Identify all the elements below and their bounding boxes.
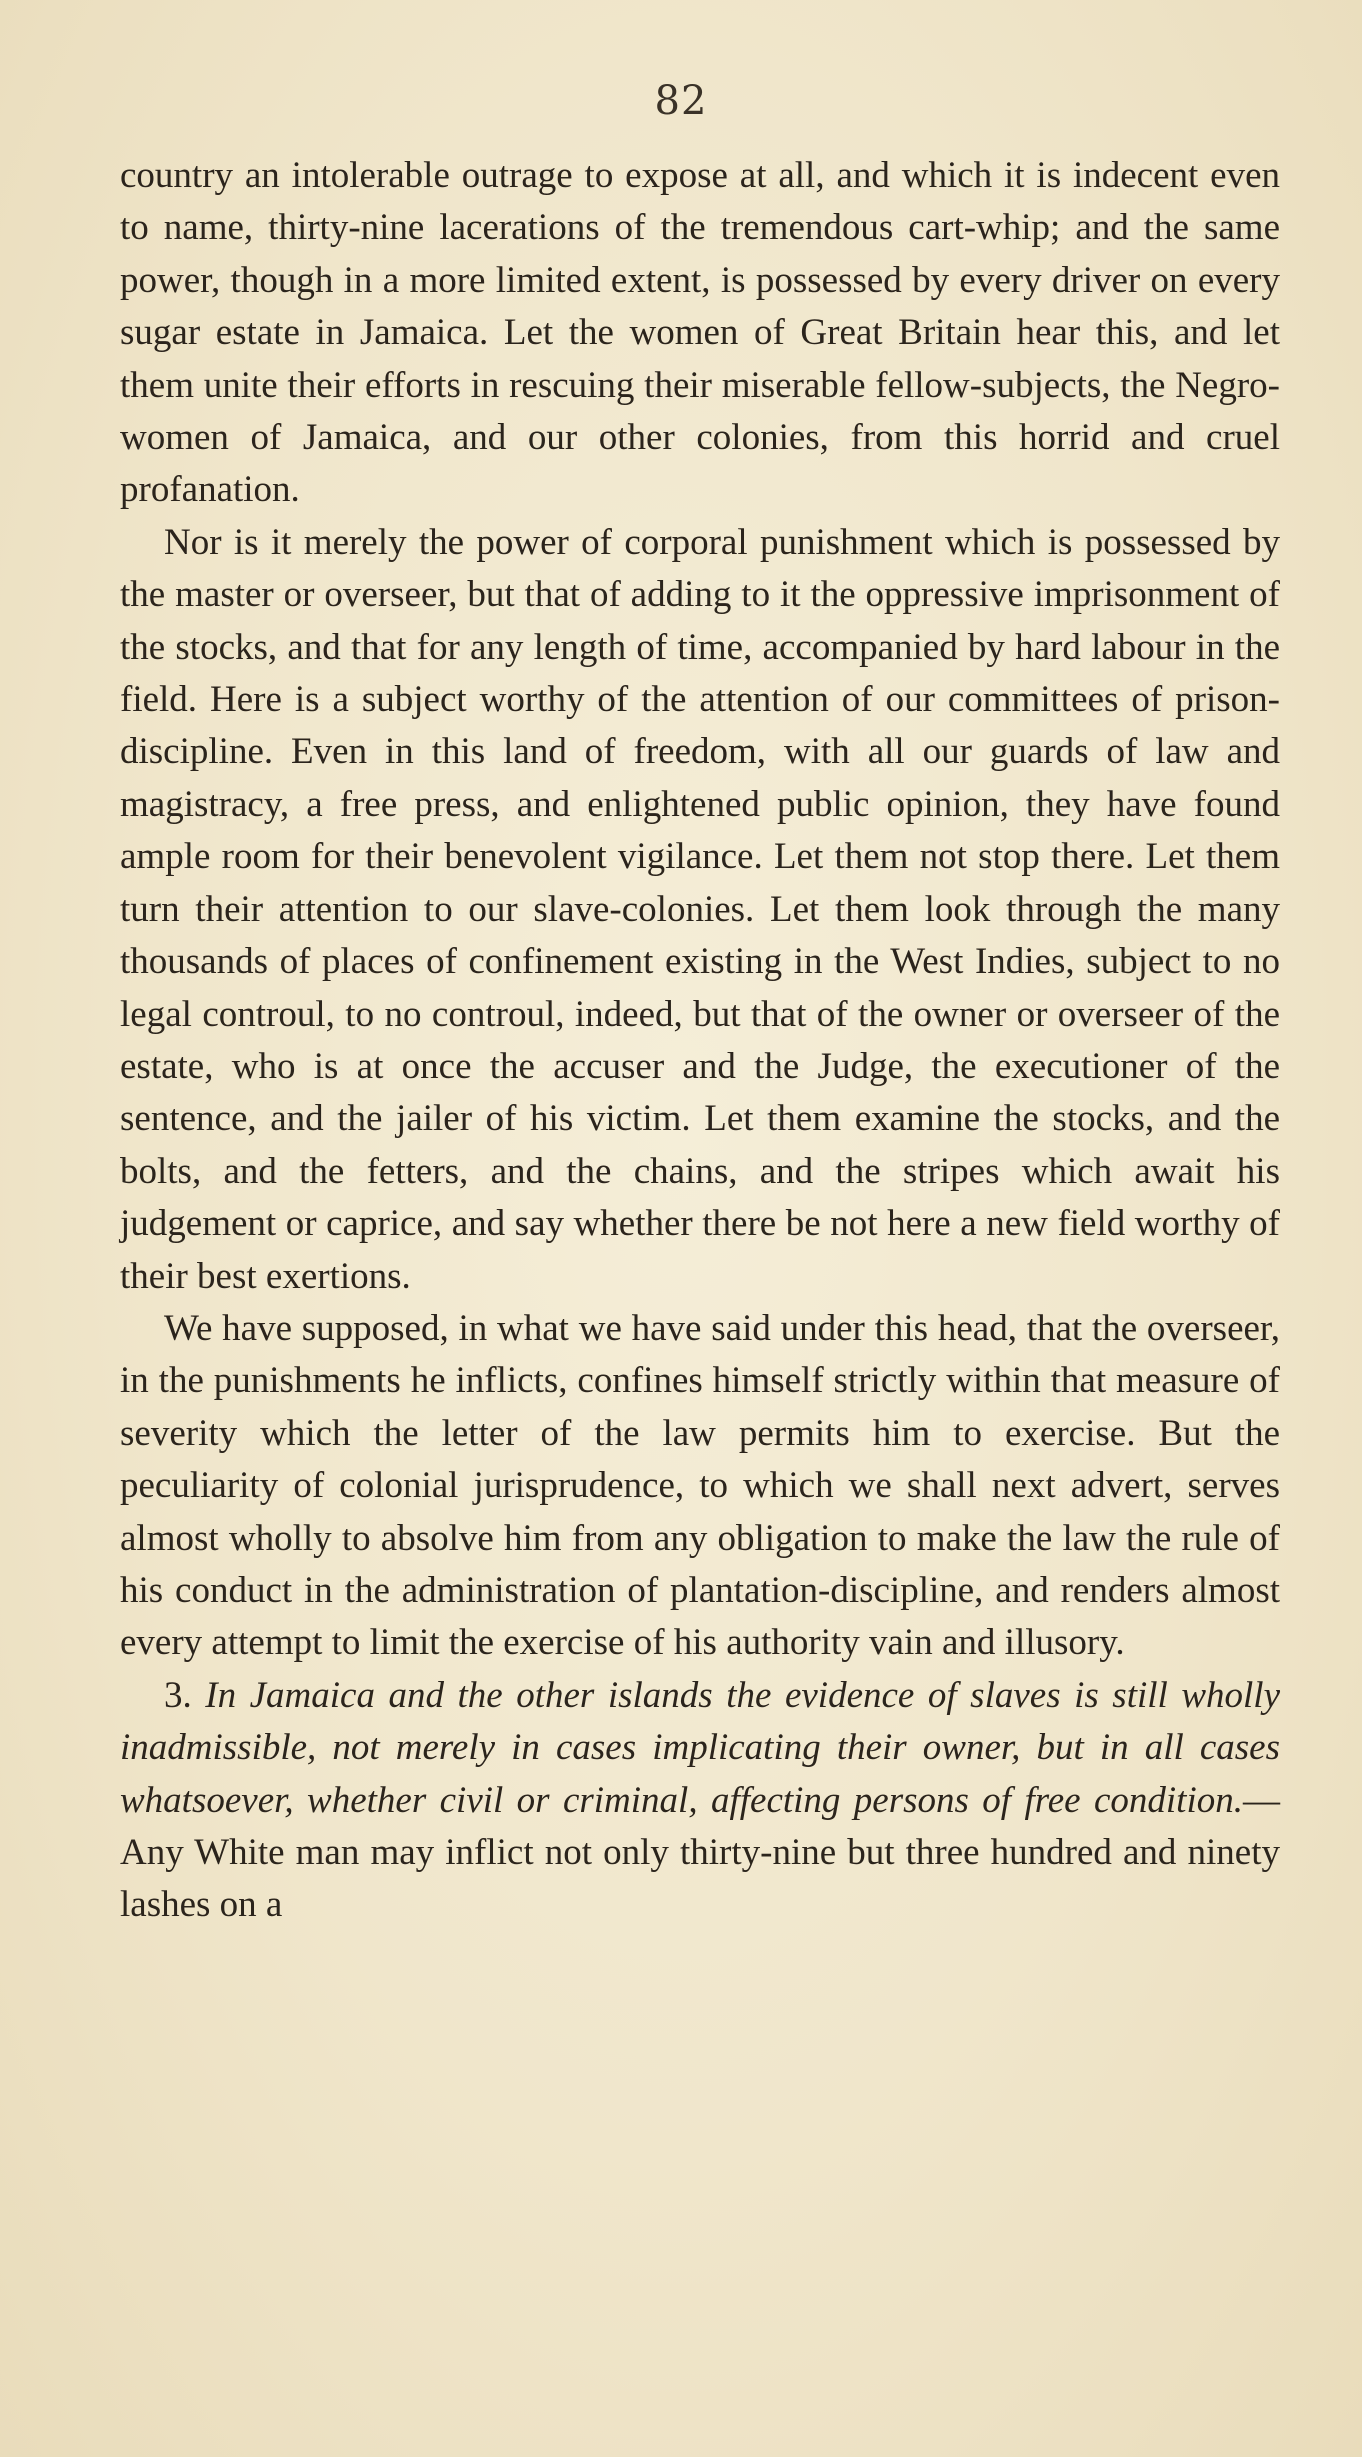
paragraph-3: We have supposed, in what we have said under this head, that the overseer, in the punishments he inflicts, confines himself strictly within that measure of severity which the letter of the law permits him to exercise. But the peculiarity of colonial jurisprudence, to which we shall next advert, serves almost wholly to absolve him from any obligation to make the law the rule of his conduct in the administration of plantation-discipline, and renders almost every attempt to limit the exercise of his authority vain and illusory. (120, 1307, 1280, 1664)
section-number: 3. (164, 1674, 192, 1716)
body-text (120, 150, 1280, 1932)
page-number: 82 (654, 78, 708, 124)
italic-heading: In Jamaica and the other islands the evidence of slaves is still wholly inadmissible, not merely in cases implicating their owner, but in all cases whatsoever, whether civil or criminal, affecting persons of free condition. (120, 1674, 1281, 1821)
paragraph-1: country an intolerable outrage to expose at all, and which it is indecent even to name, thirty-nine lacerations of the tremendous cart-whip; and the same power, though in a more limited extent, is possessed by every driver on every sugar estate in Jamaica. Let the women of Great Britain hear this, and let them unite their efforts in rescuing their miserable fellow-subjects, the Negro-women of Jamaica, and our other colonies, from this horrid and cruel profanation. (120, 155, 1280, 511)
paragraph-4-text: —Any White man may inflict not only thirty-nine but three hundred and ninety lashes on a (120, 1779, 1280, 1926)
paragraph-4 (120, 1670, 1280, 1932)
paragraph-2: Nor is it merely the power of corporal punishment which is possessed by the master or overseer, but that of adding to it the oppressive imprisonment of the stocks, and that for any length of time, accompanied by hard labour in the field. Here is a subject worthy of the attention of our committees of prison-discipline. Even in this land of freedom, with all our guards of law and magistracy, a free press, and enlightened public opinion, they have found ample room for their benevolent vigilance. Let them not stop there. Let them turn their attention to our slave-colonies. Let them look through the many thousands of places of confinement existing in the West Indies, subject to no legal controul, to no controul, indeed, but that of the owner or overseer of the estate, who is at once the accuser and the Judge, the executioner of the sentence, and the jailer of his victim. Let them examine the stocks, and the bolts, and the fetters, and the chains, and the stripes which await his judgement or caprice, and say whether there be not here a new field worthy of their best exertions. (120, 521, 1280, 1297)
